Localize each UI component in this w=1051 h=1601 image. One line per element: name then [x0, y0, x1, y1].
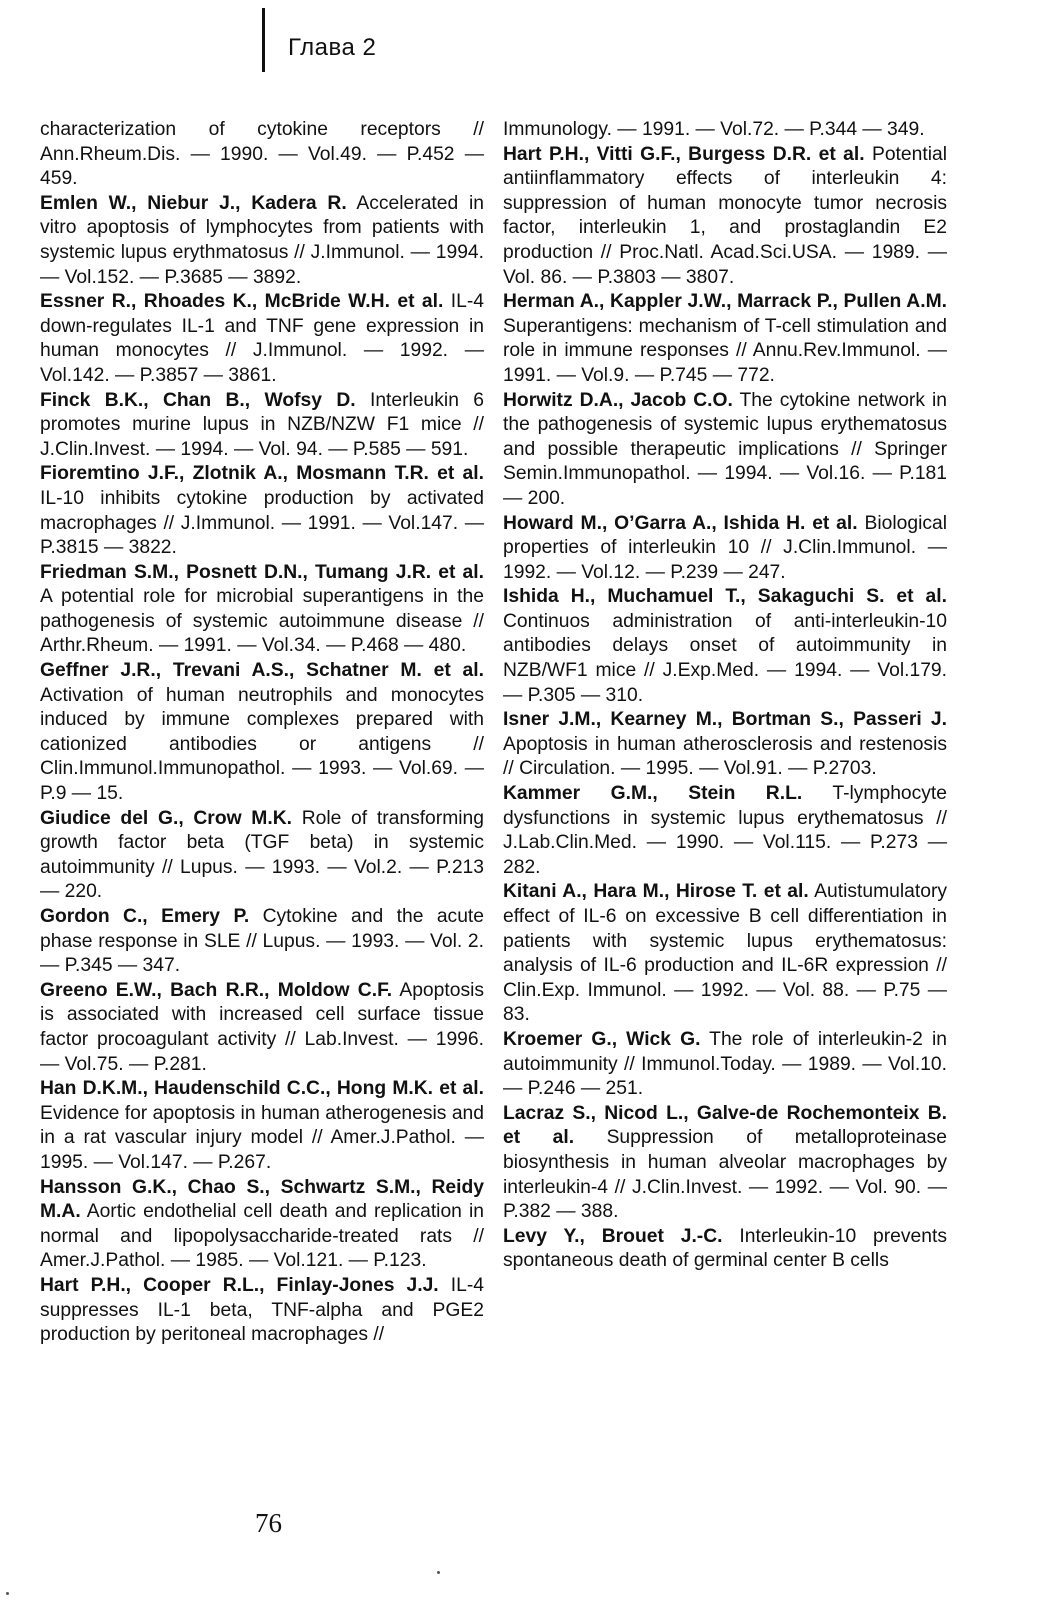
reference-text: IL-4 suppresses IL-1 beta, TNF-alpha and PGE2 production by peritoneal macrophages //	[40, 1274, 484, 1346]
reference-entry	[503, 880, 947, 1028]
chapter-title: Глава 2	[288, 34, 377, 61]
scan-speck	[6, 1592, 9, 1595]
reference-entry	[503, 512, 947, 586]
reference-text: Role of transforming growth factor beta (TGF beta) in systemic autoimmunity // Lupus. — 1993. — Vol.2. — P.213 — 220.	[40, 807, 484, 903]
reference-entry	[503, 118, 947, 143]
reference-entry	[40, 118, 484, 192]
reference-entry	[503, 389, 947, 512]
reference-entry	[503, 708, 947, 782]
reference-entry	[40, 389, 484, 463]
reference-text: Accelerated in vitro apoptosis of lymphocytes from patients with systemic lupus erythmatosus // J.Immunol. — 1994. — Vol.152. — P.3685 — 3892.	[40, 192, 484, 288]
reference-authors: Levy Y., Brouet J.-C.	[503, 1225, 723, 1247]
right-column	[503, 118, 947, 1274]
reference-text: The role of interleukin-2 in autoimmunity // Immunol.Today. — 1989. — Vol.10. — P.246 — 251.	[503, 1028, 947, 1100]
reference-entry	[40, 659, 484, 807]
scan-speck	[437, 1571, 440, 1574]
reference-entry	[503, 585, 947, 708]
reference-authors: Herman A., Kappler J.W., Marrack P., Pullen A.M.	[503, 291, 947, 313]
reference-authors: Kitani A., Hara M., Hirose T. et al.	[503, 881, 809, 903]
reference-entry	[503, 1028, 947, 1102]
reference-text: The cytokine network in the pathogenesis of systemic lupus erythematosus and possible therapeutic implications // Springer Semin.Immunopathol. — 1994. — Vol.16. — P.181 — 200.	[503, 389, 947, 509]
reference-authors: Hansson G.K., Chao S., Schwartz S.M., Reidy M.A.	[40, 1176, 484, 1223]
reference-entry	[503, 143, 947, 291]
reference-text: characterization of cytokine receptors // Ann.Rheum.Dis. — 1990. — Vol.49. — P.452 — 459.	[40, 119, 484, 190]
reference-entry	[40, 561, 484, 659]
reference-text: Apoptosis in human atherosclerosis and restenosis // Circulation. — 1995. — Vol.91. — P.2703.	[503, 733, 947, 780]
reference-text: Biological properties of interleukin 10 // J.Clin.Immunol. — 1992. — Vol.12. — P.239 — 247.	[503, 512, 947, 583]
reference-authors: Ishida H., Muchamuel T., Sakaguchi S. et al.	[503, 586, 947, 608]
reference-authors: Gordon C., Emery P.	[40, 906, 250, 927]
reference-entry	[40, 290, 484, 388]
reference-text: Evidence for apoptosis in human atherogenesis and in a rat vascular injury model // Amer.J.Pathol. — 1995. — Vol.147. — P.267.	[40, 1102, 484, 1173]
reference-authors: Friedman S.M., Posnett D.N., Tumang J.R. et al.	[40, 561, 484, 583]
reference-entry	[503, 1102, 947, 1225]
reference-authors: Horwitz D.A., Jacob C.O.	[503, 389, 733, 411]
reference-text: Activation of human neutrophils and monocytes induced by immune complexes prepared with cationized antibodies or antigens // Clin.Immunol.Immunopathol. — 1993. — Vol.69. — P.9 — 15.	[40, 684, 484, 805]
reference-authors: Han D.K.M., Haudenschild C.C., Hong M.K. et al.	[40, 1078, 484, 1100]
reference-authors: Giudice del G., Crow M.K.	[40, 807, 292, 829]
reference-text: Interleukin 6 promotes murine lupus in NZB/NZW F1 mice // J.Clin.Invest. — 1994. — Vol. 94. — P.585 — 591.	[40, 389, 484, 460]
reference-authors: Essner R., Rhoades K., McBride W.H. et al.	[40, 291, 444, 313]
reference-text: Immunology. — 1991. — Vol.72. — P.344 — 349.	[503, 119, 925, 140]
reference-authors: Greeno E.W., Bach R.R., Moldow C.F.	[40, 979, 393, 1001]
header-vertical-rule	[262, 8, 265, 72]
reference-text: Superantigens: mechanism of T-cell stimulation and role in immune responses // Annu.Rev.Immunol. — 1991. — Vol.9. — P.745 — 772.	[503, 315, 947, 386]
reference-text: T-lymphocyte dysfunctions in systemic lupus erythematosus // J.Lab.Clin.Med. — 1990. — Vol.115. — P.273 — 282.	[503, 783, 948, 878]
reference-authors: Emlen W., Niebur J., Kadera R.	[40, 192, 347, 214]
page-number: 76	[255, 1508, 282, 1538]
reference-entry	[40, 462, 484, 560]
reference-authors: Kammer G.M., Stein R.L.	[503, 783, 803, 805]
reference-text: Interleukin-10 prevents spontaneous death of germinal center B cells	[503, 1225, 947, 1272]
left-column	[40, 118, 484, 1348]
reference-text: IL-4 down-regulates IL-1 and TNF gene expression in human monocytes // J.Immunol. — 1992. — Vol.142. — P.3857 — 3861.	[40, 291, 484, 386]
reference-text: Autistumulatory effect of IL-6 on excessive B cell differentiation in patients with systemic lupus erythematosus: analysis of IL-6 production and IL-6R expression // Clin.Exp. Immunol. — 1992. — Vol. 88. — P.75 — 83.	[503, 881, 948, 1026]
reference-authors: Howard M., O’Garra A., Ishida H. et al.	[503, 512, 858, 534]
reference-text: Apoptosis is associated with increased cell surface tissue factor procoagulant activity // Lab.Invest. — 1996. — Vol.75. — P.281.	[40, 979, 485, 1075]
reference-entry	[40, 1176, 484, 1274]
reference-entry	[40, 1077, 484, 1175]
reference-entry	[503, 290, 947, 388]
reference-text: Continuos administration of anti-interleukin-10 antibodies delays onset of autoimmunity in NZB/WF1 mice // J.Exp.Med. — 1994. — Vol.179. — P.305 — 310.	[503, 610, 947, 706]
reference-authors: Geffner J.R., Trevani A.S., Schatner M. et al.	[40, 660, 484, 682]
reference-text: Potential antiinflammatory effects of interleukin 4: suppression of human monocyte tumor necrosis factor, interleukin 1, and prostaglandin E2 production // Proc.Natl. Acad.Sci.USA. — 1989. — Vol. 86. — P.3803 — 3807.	[503, 143, 948, 288]
reference-authors: Hart P.H., Vitti G.F., Burgess D.R. et al.	[503, 143, 865, 165]
reference-entry	[40, 192, 484, 290]
reference-authors: Kroemer G., Wick G.	[503, 1028, 701, 1050]
reference-entry	[503, 1225, 947, 1274]
reference-authors: Fioremtino J.F., Zlotnik A., Mosmann T.R. et al.	[40, 463, 484, 485]
reference-text: IL-10 inhibits cytokine production by activated macrophages // J.Immunol. — 1991. — Vol.147. — P.3815 — 3822.	[40, 487, 484, 559]
reference-text: Suppression of metalloproteinase biosynthesis in human alveolar macrophages by interleukin-4 // J.Clin.Invest. — 1992. — Vol. 90. — P.382 — 388.	[503, 1127, 947, 1223]
reference-authors: Isner J.M., Kearney M., Bortman S., Passeri J.	[503, 709, 947, 731]
reference-text: A potential role for microbial superantigens in the pathogenesis of systemic autoimmune disease // Arthr.Rheum. — 1991. — Vol.34. — P.468 — 480.	[40, 586, 484, 657]
reference-authors: Lacraz S., Nicod L., Galve-de Rochemonteix B. et al.	[503, 1102, 947, 1149]
reference-text: Aortic endothelial cell death and replication in normal and lipopolysaccharide-treated rats // Amer.J.Pathol. — 1985. — Vol.121. — P.123.	[40, 1201, 484, 1272]
reference-entry	[40, 979, 484, 1077]
reference-entry	[503, 782, 947, 880]
reference-entry	[40, 905, 484, 979]
reference-authors: Finck B.K., Chan B., Wofsy D.	[40, 389, 356, 411]
reference-entry	[40, 1274, 484, 1348]
reference-entry	[40, 807, 484, 905]
reference-authors: Hart P.H., Cooper R.L., Finlay-Jones J.J.	[40, 1274, 439, 1296]
reference-text: Cytokine and the acute phase response in SLE // Lupus. — 1993. — Vol. 2. — P.345 — 347.	[40, 906, 485, 977]
